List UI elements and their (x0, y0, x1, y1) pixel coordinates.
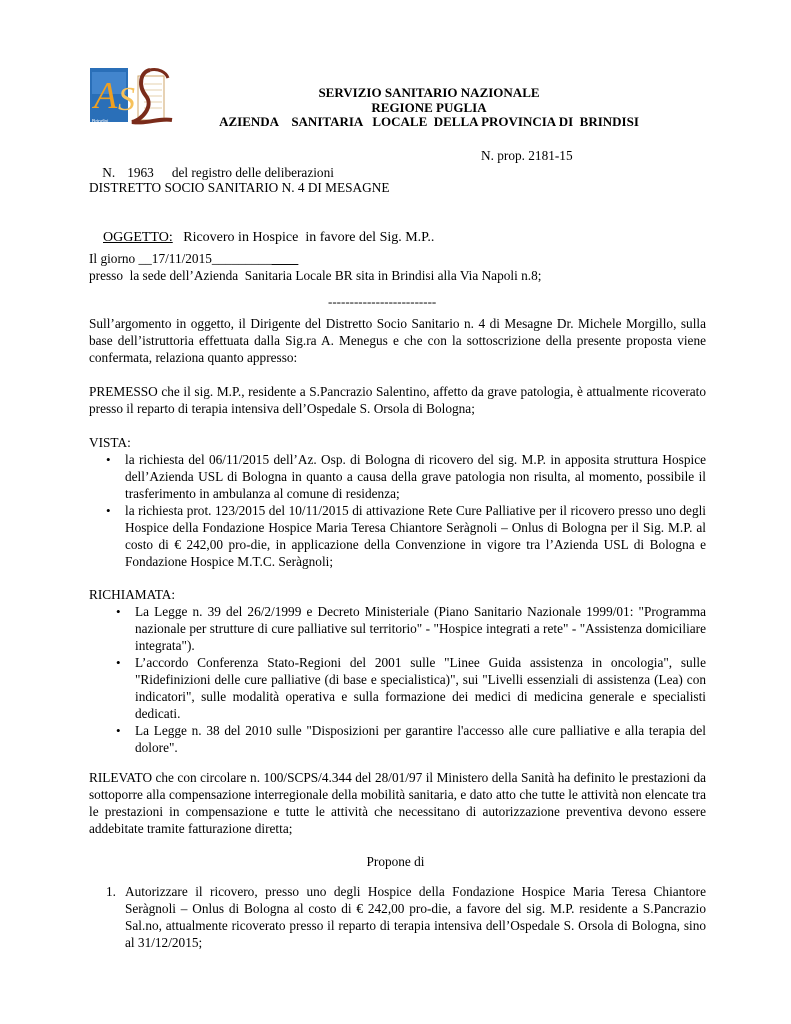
propone-heading: Propone di (366, 854, 425, 869)
subject-label: OGGETTO: (103, 230, 173, 245)
richiamata-label: RICHIAMATA: (89, 587, 176, 602)
bullet-icon: • (106, 452, 111, 467)
svg-text:A: A (94, 75, 118, 117)
subject-text: Ricovero in Hospice in favore del Sig. M.P.. (183, 230, 435, 245)
logo-text: Brindisi (92, 119, 109, 125)
document-header (190, 86, 668, 130)
date-tail: ____ (271, 251, 299, 266)
header-line-3: AZIENDA SANITARIA LOCALE DELLA PROVINCIA DI BRINDISI (219, 114, 639, 129)
list-item (116, 654, 706, 722)
svg-text:S: S (118, 81, 135, 118)
date-line (89, 250, 298, 267)
richiamata-list (116, 603, 706, 756)
proposal-number: N. prop. 2181-15 (481, 148, 573, 163)
registry-n-label: N. (102, 165, 116, 180)
proposal-item-1: Autorizzare il ricovero, presso uno degli Hospice della Fondazione Hospice Maria Teresa Chiantore Seràgnoli – Onlus di Bologna al costo di € 242,00 pro-die, a favore del sig. M.P. residente a S.Pancrazio Sal.no, attualmente ricoverato presso il reparto di terapia intensiva dell’Ospedale S. Orsola di Bologna, sino al 31/12/2015; (125, 884, 706, 950)
list-item (116, 722, 706, 756)
premesso-paragraph: PREMESSO che il sig. M.P., residente a S.Pancrazio Salentino, affetto da grave patologia, è attualmente ricoverato presso il reparto di terapia intensiva dell’Ospedale S. Orsola di Bologna; (89, 384, 706, 416)
bullet-icon: • (116, 604, 121, 619)
date-value: __17/11/2015_________ (138, 251, 272, 266)
vista-label: VISTA: (89, 435, 131, 450)
bullet-icon: • (116, 723, 121, 738)
vista-item-2: la richiesta prot. 123/2015 del 10/11/2015 di attivazione Rete Cure Palliative per il ricovero presso uno degli Hospice della Fondazione Hospice Maria Teresa Chiantore Seràgnoli – Onlus di Bologna per il Sig. M.P. al costo di € 242,00 pro-die, in applicazione della Convenzione in vigore tra l’Azienda USL di Bologna e Fondazione Hospice M.T.C. Seràgnoli; (125, 503, 706, 569)
asl-logo (88, 66, 176, 126)
richiamata-item-3: La Legge n. 38 del 2010 sulle "Disposizioni per garantire l'accesso alle cure palliative e alla terapia del dolore". (135, 723, 706, 755)
list-item (106, 451, 706, 502)
registry-text: del registro delle deliberazioni (171, 165, 334, 180)
vista-list (106, 451, 706, 570)
location-line: presso la sede dell’Azienda Sanitaria Locale BR sita in Brindisi alla Via Napoli n.8; (89, 268, 542, 283)
registry-number: 1963 (127, 165, 154, 180)
proposal-number-1: 1. (106, 884, 116, 899)
intro-paragraph: Sull’argomento in oggetto, il Dirigente del Distretto Socio Sanitario n. 4 di Mesagne Dr. Michele Morgillo, sulla base dell’istruttoria effettuata dalla Sig.ra A. Menegus e che con la sottoscrizione della presente proposta viene confermata, relaziona quanto appresso: (89, 316, 706, 365)
richiamata-item-1: La Legge n. 39 del 26/2/1999 e Decreto Ministeriale (Piano Sanitario Nazionale 1999/01: "Programma nazionale per strutture di cure palliative sul territorio" - "Hospice integrati a rete" - "Assistenza domiciliare integrata"). (135, 604, 706, 653)
rilevato-paragraph: RILEVATO che con circolare n. 100/SCPS/4.344 del 28/01/97 il Ministero della Sanità ha definito le prestazioni da sottoporre alla compensazione interregionale della mobilità sanitaria, e dato atto che tutte le attività non elencate tra le prestazioni in compensazione e tutte le attività che necessitano di autorizzazione preventiva devono essere addebitate tramite fatturazione diretta; (89, 770, 706, 836)
header-line-1: SERVIZIO SANITARIO NAZIONALE (318, 85, 540, 100)
date-prefix: Il giorno (89, 251, 139, 266)
vista-item-1: la richiesta del 06/11/2015 dell’Az. Osp. di Bologna di ricovero del sig. M.P. in apposita struttura Hospice dell’Azienda USL di Bologna in quanto a causa della grave patologia non risulta, al momento, possibile il trasferimento in ambulanza al comune di residenza; (125, 452, 706, 501)
richiamata-item-2: L’accordo Conferenza Stato-Regioni del 2001 sulle "Linee Guida assistenza in oncologia", sulle "Ridefinizioni delle cure palliative (di base e specialistica)", sui "Livelli essenziali di assistenza (Lea) con indicatori", sulle modalità operativa e sulla formazione dei medici di medicina generale e specialisti dedicati. (135, 655, 706, 721)
separator: ------------------------- (328, 294, 437, 309)
bullet-icon: • (106, 503, 111, 518)
header-line-2: REGIONE PUGLIA (371, 99, 487, 115)
list-item (106, 502, 706, 570)
bullet-icon: • (116, 655, 121, 670)
district-line: DISTRETTO SOCIO SANITARIO N. 4 DI MESAGNE (89, 180, 390, 195)
list-item (116, 603, 706, 654)
